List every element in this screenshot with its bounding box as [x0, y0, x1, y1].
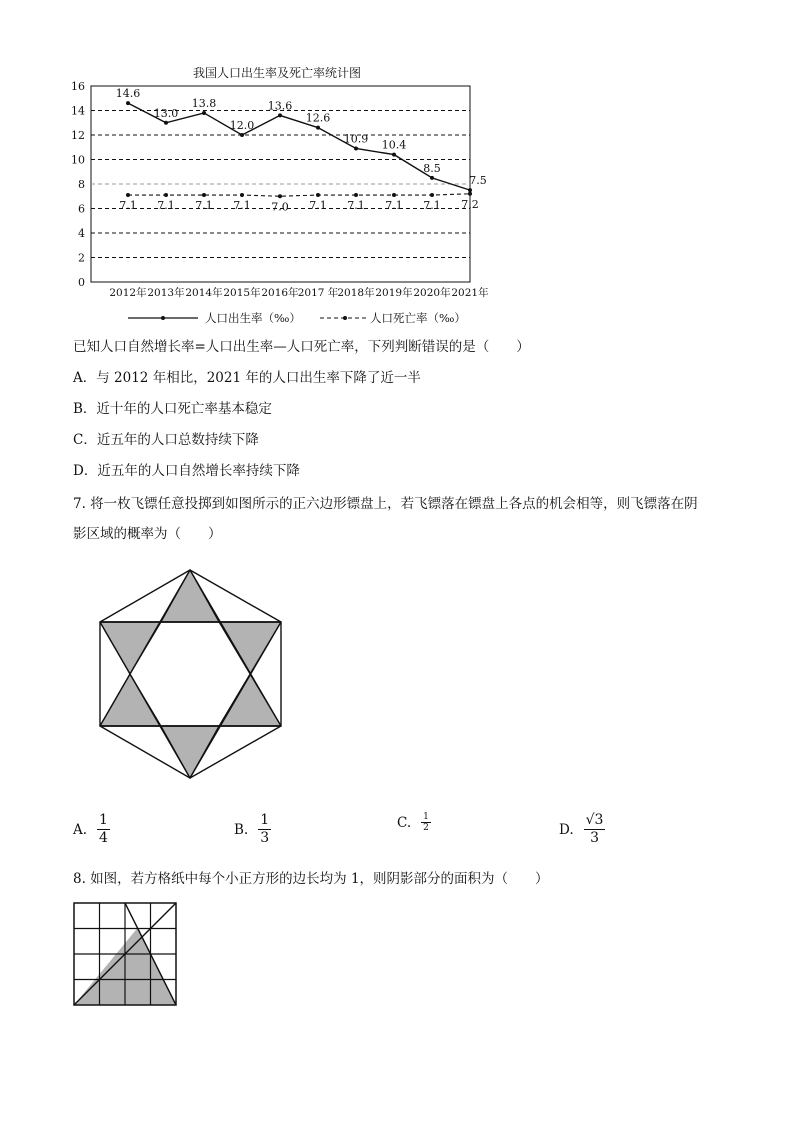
- birth-rate-point: [468, 188, 472, 192]
- y-tick-label: 4: [78, 227, 85, 240]
- q7-option-b: [234, 812, 271, 847]
- legend-birth-marker: [161, 316, 165, 320]
- death-rate-label: 7.1: [119, 199, 137, 213]
- chart-title: 我国人口出生率及死亡率统计图: [193, 66, 362, 80]
- denominator: 3: [590, 830, 600, 846]
- death-rate-label: 7.1: [309, 199, 327, 213]
- shaded-triangle-bottom-left: [100, 674, 161, 726]
- shaded-triangle-bottom-right: [219, 674, 281, 726]
- birth-rate-point: [278, 113, 282, 117]
- x-tick-label: 2012年: [109, 287, 147, 299]
- q7-option-a-label: A.: [73, 821, 88, 838]
- death-rate-line: [128, 194, 470, 196]
- numerator: 1: [260, 812, 270, 828]
- death-rate-label: 7.1: [385, 199, 403, 213]
- q6-option-b: B．近十年的人口死亡率基本稳定: [73, 401, 272, 417]
- birth-rate-point: [392, 153, 396, 157]
- q7-option-d: [559, 812, 605, 847]
- birth-rate-label: 12.0: [229, 119, 255, 132]
- q7-option-d-label: D.: [559, 821, 574, 838]
- death-rate-point: [164, 193, 168, 197]
- x-tick-label: 2019年: [375, 287, 413, 299]
- y-tick-label: 2: [78, 251, 85, 265]
- birth-rate-point: [126, 101, 130, 105]
- death-rate-label: 7.1: [195, 199, 213, 213]
- death-rate-point: [468, 192, 472, 196]
- death-rate-label: 7.0: [271, 200, 289, 214]
- birth-rate-label: 14.6: [115, 87, 141, 101]
- death-rate-label: 7.2: [461, 197, 479, 211]
- hexagon-dartboard-figure: [90, 565, 290, 785]
- birth-rate-point: [316, 126, 320, 130]
- q7-option-b-label: B.: [234, 821, 249, 838]
- death-rate-point: [278, 194, 282, 198]
- q7-option-c: [397, 812, 431, 833]
- birth-rate-point: [240, 133, 244, 137]
- q6-stem: 已知人口自然增长率=人口出生率—人口死亡率，下列判断错误的是（ ）: [73, 339, 530, 355]
- death-rate-point: [430, 193, 434, 197]
- death-rate-point: [354, 193, 358, 197]
- x-tick-label: 2020年: [413, 287, 451, 299]
- death-rate-label: 7.1: [347, 199, 365, 213]
- x-tick-label: 2021年: [451, 287, 489, 299]
- q7-option-a: [73, 812, 110, 847]
- q8-stem: 8. 如图，若方格纸中每个小正方形的边长均为 1，则阴影部分的面积为（ ）: [73, 871, 549, 887]
- q7-option-a-fraction: [97, 812, 110, 847]
- q7-stem-line2: 影区域的概率为（ ）: [73, 526, 222, 542]
- q6-option-d: D．近五年的人口自然增长率持续下降: [73, 463, 300, 479]
- death-rate-label: 7.1: [157, 199, 175, 213]
- birth-rate-label: 8.5: [423, 161, 441, 175]
- y-tick-label: 16: [71, 80, 85, 93]
- y-tick-label: 0: [78, 276, 85, 289]
- denominator: 4: [99, 830, 108, 846]
- y-tick-label: 8: [78, 178, 85, 191]
- x-tick-label: 2013年: [147, 287, 185, 299]
- x-tick-label: 2015年: [223, 287, 261, 299]
- birth-rate-label: 13.6: [267, 99, 293, 113]
- denominator: 2: [423, 823, 429, 833]
- q7-option-c-fraction: [421, 812, 431, 833]
- death-rate-point: [392, 193, 396, 197]
- legend-birth-label: 人口出生率（‰）: [205, 311, 301, 325]
- legend-death-marker: [343, 316, 347, 320]
- birth-rate-label: 12.6: [305, 111, 331, 125]
- population-chart: [0, 0, 793, 330]
- x-tick-label: 2018年: [337, 287, 375, 299]
- legend-death-label: 人口死亡率（‰）: [370, 311, 466, 325]
- q7-option-b-fraction: [258, 812, 271, 847]
- grid-paper-figure: [70, 898, 180, 1010]
- q7-stem-line1: 7. 将一枚飞镖任意投掷到如图所示的正六边形镖盘上，若飞镖落在镖盘上各点的机会相等，则飞镖落在阴: [73, 496, 698, 512]
- death-rate-point: [126, 193, 130, 197]
- y-tick-label: 10: [71, 153, 85, 167]
- y-tick-label: 14: [71, 104, 85, 118]
- q6-option-a: A．与 2012 年相比，2021 年的人口出生率下降了近一半: [73, 370, 421, 386]
- x-tick-label: 2014年: [185, 287, 223, 299]
- y-tick-label: 12: [71, 129, 85, 142]
- birth-rate-point: [164, 121, 168, 125]
- x-tick-label: 2017 年: [297, 287, 339, 299]
- numerator: √3: [585, 812, 604, 828]
- x-tick-label: 2016年: [261, 287, 299, 299]
- numerator: 1: [423, 812, 429, 822]
- death-rate-label: 7.1: [423, 199, 441, 213]
- birth-rate-label: 13.8: [191, 96, 217, 110]
- birth-rate-point: [430, 176, 434, 180]
- q7-option-d-fraction: [584, 812, 606, 847]
- birth-rate-label: 7.5: [469, 174, 487, 188]
- shaded-triangle-top-left: [100, 622, 161, 674]
- birth-rate-point: [354, 146, 358, 150]
- q6-option-c: C．近五年的人口总数持续下降: [73, 432, 259, 448]
- shaded-triangle-top-right: [219, 622, 281, 674]
- q7-option-c-label: C.: [397, 814, 412, 831]
- birth-rate-label: 13.0: [153, 106, 179, 120]
- birth-rate-point: [202, 111, 206, 115]
- birth-rate-label: 10.9: [343, 132, 369, 146]
- birth-rate-label: 10.4: [381, 138, 407, 152]
- denominator: 3: [260, 830, 270, 846]
- death-rate-point: [202, 193, 206, 197]
- shaded-triangle-bottom: [161, 726, 219, 778]
- shaded-triangle-top: [161, 570, 219, 622]
- death-rate-point: [240, 193, 244, 197]
- death-rate-label: 7.1: [233, 199, 251, 213]
- death-rate-point: [316, 193, 320, 197]
- y-tick-label: 6: [78, 202, 85, 216]
- birth-rate-line: [128, 103, 470, 190]
- numerator: 1: [99, 812, 108, 828]
